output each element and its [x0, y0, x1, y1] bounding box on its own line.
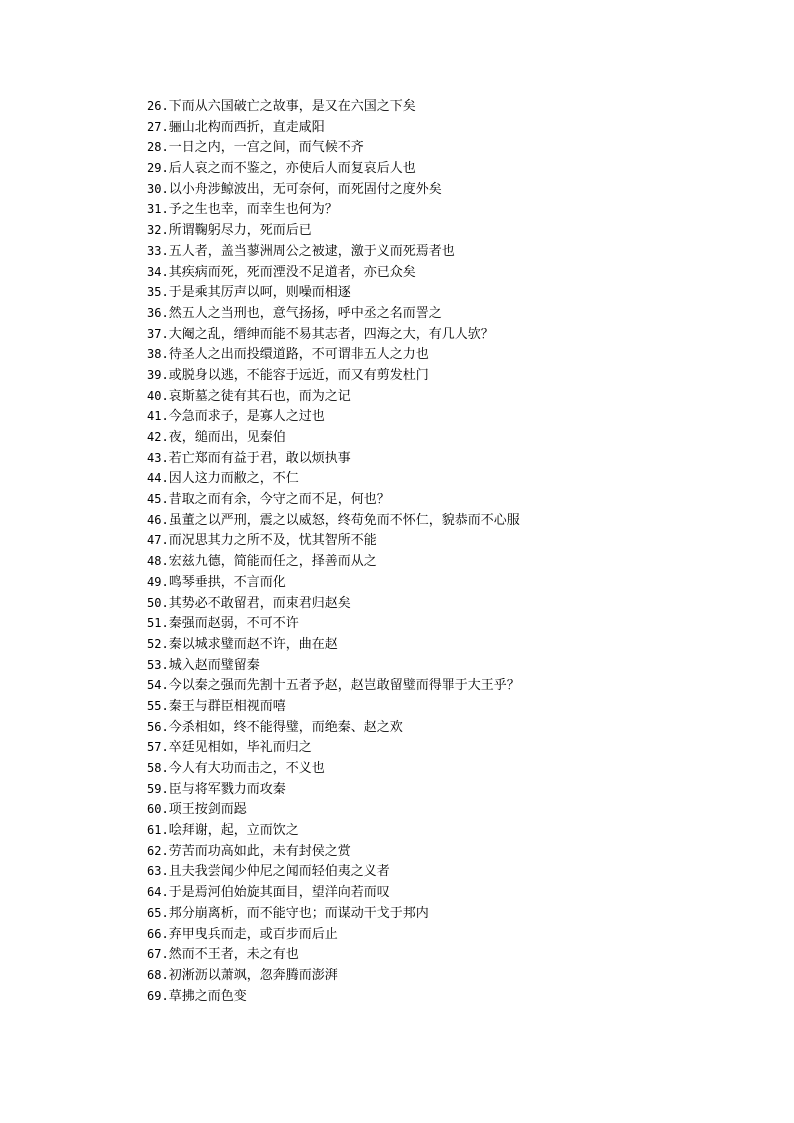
item-text: 项王按剑而跽 — [168, 802, 247, 818]
item-number: 57. — [147, 740, 169, 755]
item-text: 然而不王者，未之有也 — [168, 947, 299, 963]
item-number: 39. — [147, 367, 169, 382]
item-text: 城入赵而璧留秦 — [168, 657, 260, 673]
item-number: 31. — [147, 202, 169, 217]
item-number: 43. — [147, 450, 169, 465]
item-text: 所谓鞠躬尽力，死而后已 — [168, 223, 312, 239]
list-item — [147, 965, 747, 986]
item-text: 哙拜谢，起，立而饮之 — [168, 823, 299, 839]
item-text: 其势必不敢留君，而束君归赵矣 — [168, 595, 351, 611]
list-item — [147, 882, 747, 903]
list-item — [147, 262, 747, 283]
list-item — [147, 220, 747, 241]
item-text: 哀斯墓之徒有其石也，而为之记 — [168, 388, 351, 404]
list-item — [147, 572, 747, 593]
list-item — [147, 468, 747, 489]
item-text: 因人这力而敝之，不仁 — [168, 471, 299, 487]
item-number: 66. — [147, 926, 169, 941]
item-number: 67. — [147, 947, 169, 962]
list-item — [147, 386, 747, 407]
item-number: 63. — [147, 864, 169, 879]
list-item — [147, 530, 747, 551]
item-number: 51. — [147, 616, 169, 631]
list-item — [147, 324, 747, 345]
item-text: 初淅沥以萧飒，忽奔腾而澎湃 — [168, 967, 338, 983]
item-number: 65. — [147, 905, 169, 920]
list-item — [147, 841, 747, 862]
item-number: 62. — [147, 843, 169, 858]
item-number: 40. — [147, 388, 169, 403]
item-text: 一日之内，一宫之间，而气候不齐 — [168, 140, 364, 156]
item-text: 后人哀之而不鉴之，亦使后人而复哀后人也 — [168, 161, 416, 177]
item-text: 今杀相如，终不能得璧，而绝秦、赵之欢 — [168, 719, 403, 735]
list-item — [147, 199, 747, 220]
list-item — [147, 137, 747, 158]
item-text: 宏兹九德，简能而任之，择善而从之 — [168, 554, 377, 570]
item-number: 33. — [147, 243, 169, 258]
item-text: 然五人之当刑也，意气扬扬，呼中丞之名而詈之 — [168, 305, 442, 321]
item-number: 49. — [147, 574, 169, 589]
item-number: 34. — [147, 264, 169, 279]
item-text: 夜，缒而出，见秦伯 — [168, 430, 286, 445]
item-number: 29. — [147, 161, 169, 176]
item-number: 58. — [147, 761, 169, 775]
item-number: 64. — [147, 885, 169, 900]
list-item — [147, 924, 747, 945]
item-number: 26. — [147, 99, 169, 113]
item-text: 予之生也幸，而幸生也何为？ — [168, 202, 338, 218]
list-item — [147, 613, 747, 634]
item-text: 五人者，盖当蓼洲周公之被逮，激于义而死焉者也 — [168, 243, 455, 259]
item-text: 邦分崩离析，而不能守也；而谋动干戈于邦内 — [168, 905, 429, 921]
list-item — [147, 179, 747, 200]
item-number: 45. — [147, 492, 169, 507]
item-number: 27. — [147, 119, 169, 134]
item-number: 54. — [147, 678, 169, 693]
list-item — [147, 655, 747, 676]
item-number: 50. — [147, 595, 169, 610]
item-number: 28. — [147, 140, 169, 155]
item-text: 骊山北构而西折，直走咸阳 — [168, 119, 325, 135]
list-item — [147, 799, 747, 820]
list-item — [147, 675, 747, 696]
list-item — [147, 861, 747, 882]
item-number: 47. — [147, 533, 169, 548]
item-text: 今急而求子，是寡人之过也 — [168, 409, 325, 425]
list-item — [147, 696, 747, 717]
item-number: 30. — [147, 181, 169, 196]
list-item — [147, 551, 747, 572]
item-text: 下而从六国破亡之故事，是又在六国之下矣 — [168, 99, 416, 114]
item-text: 劳苦而功高如此，未有封侯之赏 — [168, 843, 351, 859]
item-number: 41. — [147, 409, 169, 424]
item-text: 且夫我尝闻少仲尼之闻而轻伯夷之义者 — [168, 864, 390, 880]
item-number: 60. — [147, 802, 169, 817]
list-item — [147, 903, 747, 924]
item-number: 37. — [147, 326, 169, 341]
list-item — [147, 158, 747, 179]
item-number: 55. — [147, 698, 169, 713]
list-item — [147, 737, 747, 758]
item-number: 59. — [147, 781, 169, 796]
item-text: 鸣琴垂拱，不言而化 — [168, 574, 286, 590]
list-item — [147, 779, 747, 800]
item-number: 56. — [147, 719, 169, 734]
list-item — [147, 986, 747, 1007]
item-text: 而况思其力之所不及，忧其智所不能 — [168, 533, 377, 549]
sentence-list — [147, 96, 747, 1006]
item-text: 秦以城求璧而赵不许，曲在赵 — [168, 636, 338, 652]
item-text: 秦强而赵弱，不可不许 — [168, 616, 299, 632]
list-item — [147, 344, 747, 365]
item-number: 32. — [147, 223, 169, 238]
item-number: 46. — [147, 512, 169, 527]
item-number: 69. — [147, 988, 169, 1003]
item-number: 52. — [147, 636, 169, 651]
list-item — [147, 117, 747, 138]
item-number: 44. — [147, 471, 169, 486]
item-number: 61. — [147, 823, 169, 838]
item-number: 68. — [147, 967, 169, 982]
list-item — [147, 593, 747, 614]
list-item — [147, 241, 747, 262]
item-text: 虽董之以严刑，震之以威怒，终苟免而不怀仁，貌恭而不心服 — [168, 512, 520, 528]
item-text: 今人有大功而击之，不义也 — [168, 761, 325, 776]
item-text: 于是焉河伯始旋其面目，望洋向若而叹 — [168, 885, 390, 901]
item-text: 大阉之乱，缙绅而能不易其志者，四海之大，有几人欤？ — [168, 326, 494, 342]
item-text: 弃甲曳兵而走，或百步而后止 — [168, 926, 338, 942]
item-text: 臣与将军戮力而攻秦 — [168, 781, 286, 797]
list-item — [147, 489, 747, 510]
item-number: 53. — [147, 657, 169, 672]
item-text: 其疾病而死，死而湮没不足道者，亦已众矣 — [168, 264, 416, 280]
item-text: 或脱身以逃，不能容于远近，而又有剪发杜门 — [168, 367, 429, 383]
item-text: 卒廷见相如，毕礼而归之 — [168, 740, 312, 756]
item-number: 36. — [147, 305, 169, 320]
item-text: 待圣人之出而投缳道路，不可谓非五人之力也 — [168, 347, 429, 363]
item-text: 于是乘其厉声以呵，则噪而相逐 — [168, 285, 351, 301]
item-text: 草拂之而色变 — [168, 988, 247, 1004]
item-text: 今以秦之强而先割十五者予赵，赵岂敢留璧而得罪于大王乎？ — [168, 678, 520, 694]
list-item — [147, 758, 747, 779]
item-number: 35. — [147, 285, 169, 300]
item-text: 秦王与群臣相视而嘻 — [168, 698, 286, 714]
item-number: 48. — [147, 554, 169, 569]
list-item — [147, 634, 747, 655]
item-number: 42. — [147, 430, 169, 444]
list-item — [147, 406, 747, 427]
list-item — [147, 510, 747, 531]
list-item — [147, 820, 747, 841]
list-item — [147, 282, 747, 303]
item-text: 以小舟涉鲸波出，无可奈何，而死固付之度外矣 — [168, 181, 442, 197]
list-item — [147, 303, 747, 324]
list-item — [147, 427, 747, 448]
item-text: 昔取之而有余，今守之而不足，何也？ — [168, 492, 390, 508]
item-number: 38. — [147, 347, 169, 362]
list-item — [147, 717, 747, 738]
item-text: 若亡郑而有益于君，敢以烦执事 — [168, 450, 351, 466]
list-item — [147, 944, 747, 965]
list-item — [147, 365, 747, 386]
list-item — [147, 96, 747, 117]
list-item — [147, 448, 747, 469]
